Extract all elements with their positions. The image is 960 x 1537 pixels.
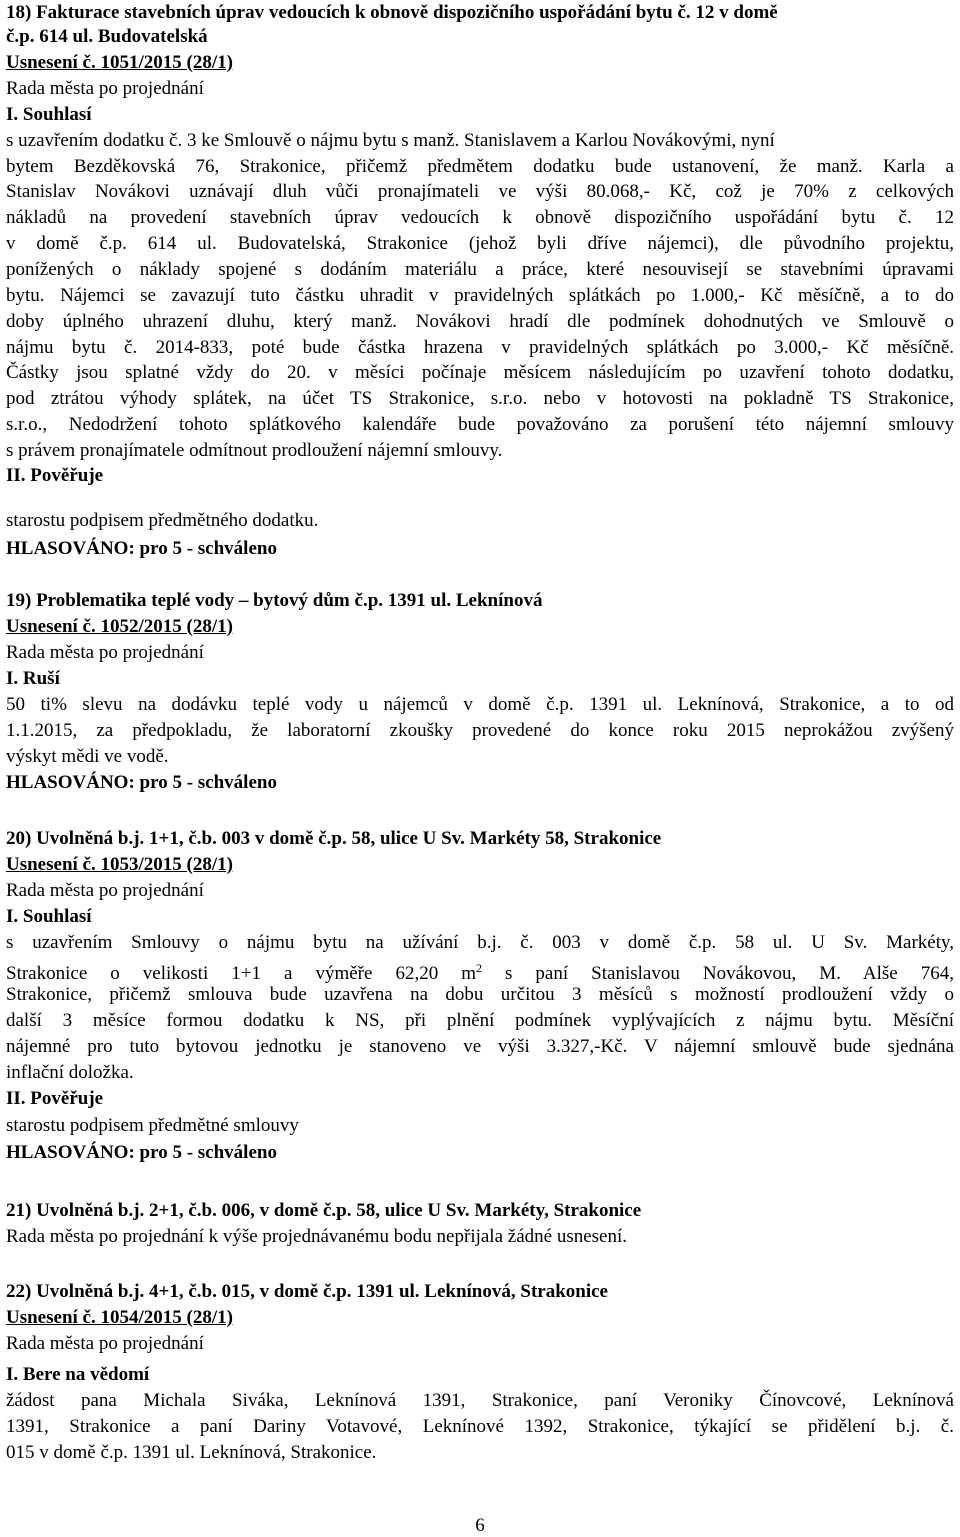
text-line: v domě č.p. 614 ul. Budovatelská, Strakonice (jehož byli dříve nájemci), dle původního projektu, bbox=[6, 233, 954, 254]
text-line: 50 ti% slevu na dodávku teplé vody u nájemců v domě č.p. 1391 ul. Leknínová, Strakonice, a to od bbox=[6, 694, 954, 715]
resolution-number: Usnesení č. 1053/2015 (28/1) bbox=[6, 854, 233, 875]
superscript: 2 bbox=[476, 961, 482, 975]
text-line: s právem pronajímatele odmítnout prodloužení nájemní smlouvy. bbox=[6, 440, 503, 461]
text-line: ponížených o náklady spojené s dodáním materiálu a práce, které nesouvisejí se stavebními úpravami bbox=[6, 259, 954, 280]
council-line: Rada města po projednání bbox=[6, 1333, 204, 1354]
item-heading: č.p. 614 ul. Budovatelská bbox=[6, 26, 208, 47]
text-line: Stanislav Novákovi uznávají dluh vůči pronajímateli ve výši 80.068,- Kč, což je 70% z celkových bbox=[6, 181, 954, 202]
text-line: nákladů na provedení stavebních úprav vedoucích k obnově dispozičního uspořádání bytu č. 12 bbox=[6, 207, 954, 228]
text-line: doby úplného uhrazení dluhu, který manž. Novákovi hradí dle podmínek dohodnutých ve Smlouvě o bbox=[6, 311, 954, 332]
text-line: žádost pana Michala Siváka, Leknínová 1391, Strakonice, paní Veroniky Čínovcové, Leknínová bbox=[6, 1390, 954, 1411]
text-line: starostu podpisem předmětné smlouvy bbox=[6, 1115, 299, 1136]
text-line: s uzavřením dodatku č. 3 ke Smlouvě o nájmu bytu s manž. Stanislavem a Karlou Novákovými, nyní bbox=[6, 130, 775, 151]
resolution-number: Usnesení č. 1054/2015 (28/1) bbox=[6, 1307, 233, 1328]
item-heading: 20) Uvolněná b.j. 1+1, č.b. 003 v domě č.p. 58, ulice U Sv. Markéty 58, Strakonice bbox=[6, 828, 662, 849]
text-line: Strakonice, přičemž smlouva bude uzavřena na dobu určitou 3 měsíců s možností prodloužení vždy o bbox=[6, 984, 954, 1005]
decision-heading: I. Ruší bbox=[6, 668, 60, 689]
text-line: Strakonice o velikosti 1+1 a výměře 62,20 $m^2$ s paní Stanislavou Novákovou, M. Alše 764, bbox=[6, 961, 954, 984]
text-line: Částky jsou splatné vždy do 20. v měsíci počínaje měsícem následujícím po uzavření tohoto dodatku, bbox=[6, 362, 954, 383]
text-line: bytem Bezděkovská 76, Strakonice, přičemž předmětem dodatku bude ustanovení, že manž. Karla a bbox=[6, 156, 954, 177]
text-line: 015 v domě č.p. 1391 ul. Leknínová, Strakonice. bbox=[6, 1442, 377, 1463]
text-line: s uzavřením Smlouvy o nájmu bytu na užívání b.j. č. 003 v domě č.p. 58 ul. U Sv. Markéty, bbox=[6, 932, 954, 953]
council-line: Rada města po projednání bbox=[6, 78, 204, 99]
text-line: nájmu bytu č. 2014-833, poté bude částka hrazena v pravidelných splátkách po 3.000,- Kč měsíčně. bbox=[6, 337, 954, 358]
text-line: inflační doložka. bbox=[6, 1062, 134, 1083]
text-line: 1391, Strakonice a paní Dariny Votavové, Leknínové 1392, Strakonice, týkající se přidělení b.j. č. bbox=[6, 1416, 954, 1437]
decision-heading: II. Pověřuje bbox=[6, 1088, 104, 1109]
decision-heading: I. Bere na vědomí bbox=[6, 1364, 150, 1385]
vote-result: HLASOVÁNO: pro 5 - schváleno bbox=[6, 1142, 277, 1163]
item-heading: 22) Uvolněná b.j. 4+1, č.b. 015, v domě č.p. 1391 ul. Leknínová, Strakonice bbox=[6, 1281, 608, 1302]
text-line: výskyt mědi ve vodě. bbox=[6, 746, 169, 767]
item-heading: 19) Problematika teplé vody – bytový dům č.p. 1391 ul. Leknínová bbox=[6, 590, 543, 611]
text-line: Rada města po projednání k výše projednávanému bodu nepřijala žádné usnesení. bbox=[6, 1226, 627, 1247]
resolution-number: Usnesení č. 1051/2015 (28/1) bbox=[6, 52, 233, 73]
decision-heading: I. Souhlasí bbox=[6, 104, 92, 125]
text-line: bytu. Nájemci se zavazují tuto částku uhradit v pravidelných splátkách po 1.000,- Kč měsíčně, a to do bbox=[6, 285, 954, 306]
text-line: pod ztrátou výhody splátek, na účet TS Strakonice, s.r.o. nebo v hotovosti na pokladně TS Strakonice, bbox=[6, 388, 954, 409]
item-heading: 18) Fakturace stavebních úprav vedoucích k obnově dispozičního uspořádání bytu č. 12 v domě bbox=[6, 2, 778, 23]
resolution-number: Usnesení č. 1052/2015 (28/1) bbox=[6, 616, 233, 637]
item-heading: 21) Uvolněná b.j. 2+1, č.b. 006, v domě č.p. 58, ulice U Sv. Markéty, Strakonice bbox=[6, 1200, 642, 1221]
council-line: Rada města po projednání bbox=[6, 642, 204, 663]
decision-heading: II. Pověřuje bbox=[6, 465, 104, 486]
text-line: s.r.o., Nedodržení tohoto splátkového kalendáře bude považováno za porušení této nájemní smlouvy bbox=[6, 414, 954, 435]
text-line: 1.1.2015, za předpokladu, že laboratorní zkoušky provedené do konce roku 2015 neprokážou zvýšený bbox=[6, 720, 954, 741]
text-line: starostu podpisem předmětného dodatku. bbox=[6, 510, 319, 531]
text-line: další 3 měsíce formou dodatku k NS, při plnění podmínek vyplývajících z nájmu bytu. Měsíční bbox=[6, 1010, 954, 1031]
vote-result: HLASOVÁNO: pro 5 - schváleno bbox=[6, 538, 277, 559]
vote-result: HLASOVÁNO: pro 5 - schváleno bbox=[6, 772, 277, 793]
decision-heading: I. Souhlasí bbox=[6, 906, 92, 927]
council-line: Rada města po projednání bbox=[6, 880, 204, 901]
text-line: nájemné pro tuto bytovou jednotku je stanoveno ve výši 3.327,-Kč. V nájemní smlouvě bude sjednána bbox=[6, 1036, 954, 1057]
page-number: 6 bbox=[475, 1515, 485, 1536]
